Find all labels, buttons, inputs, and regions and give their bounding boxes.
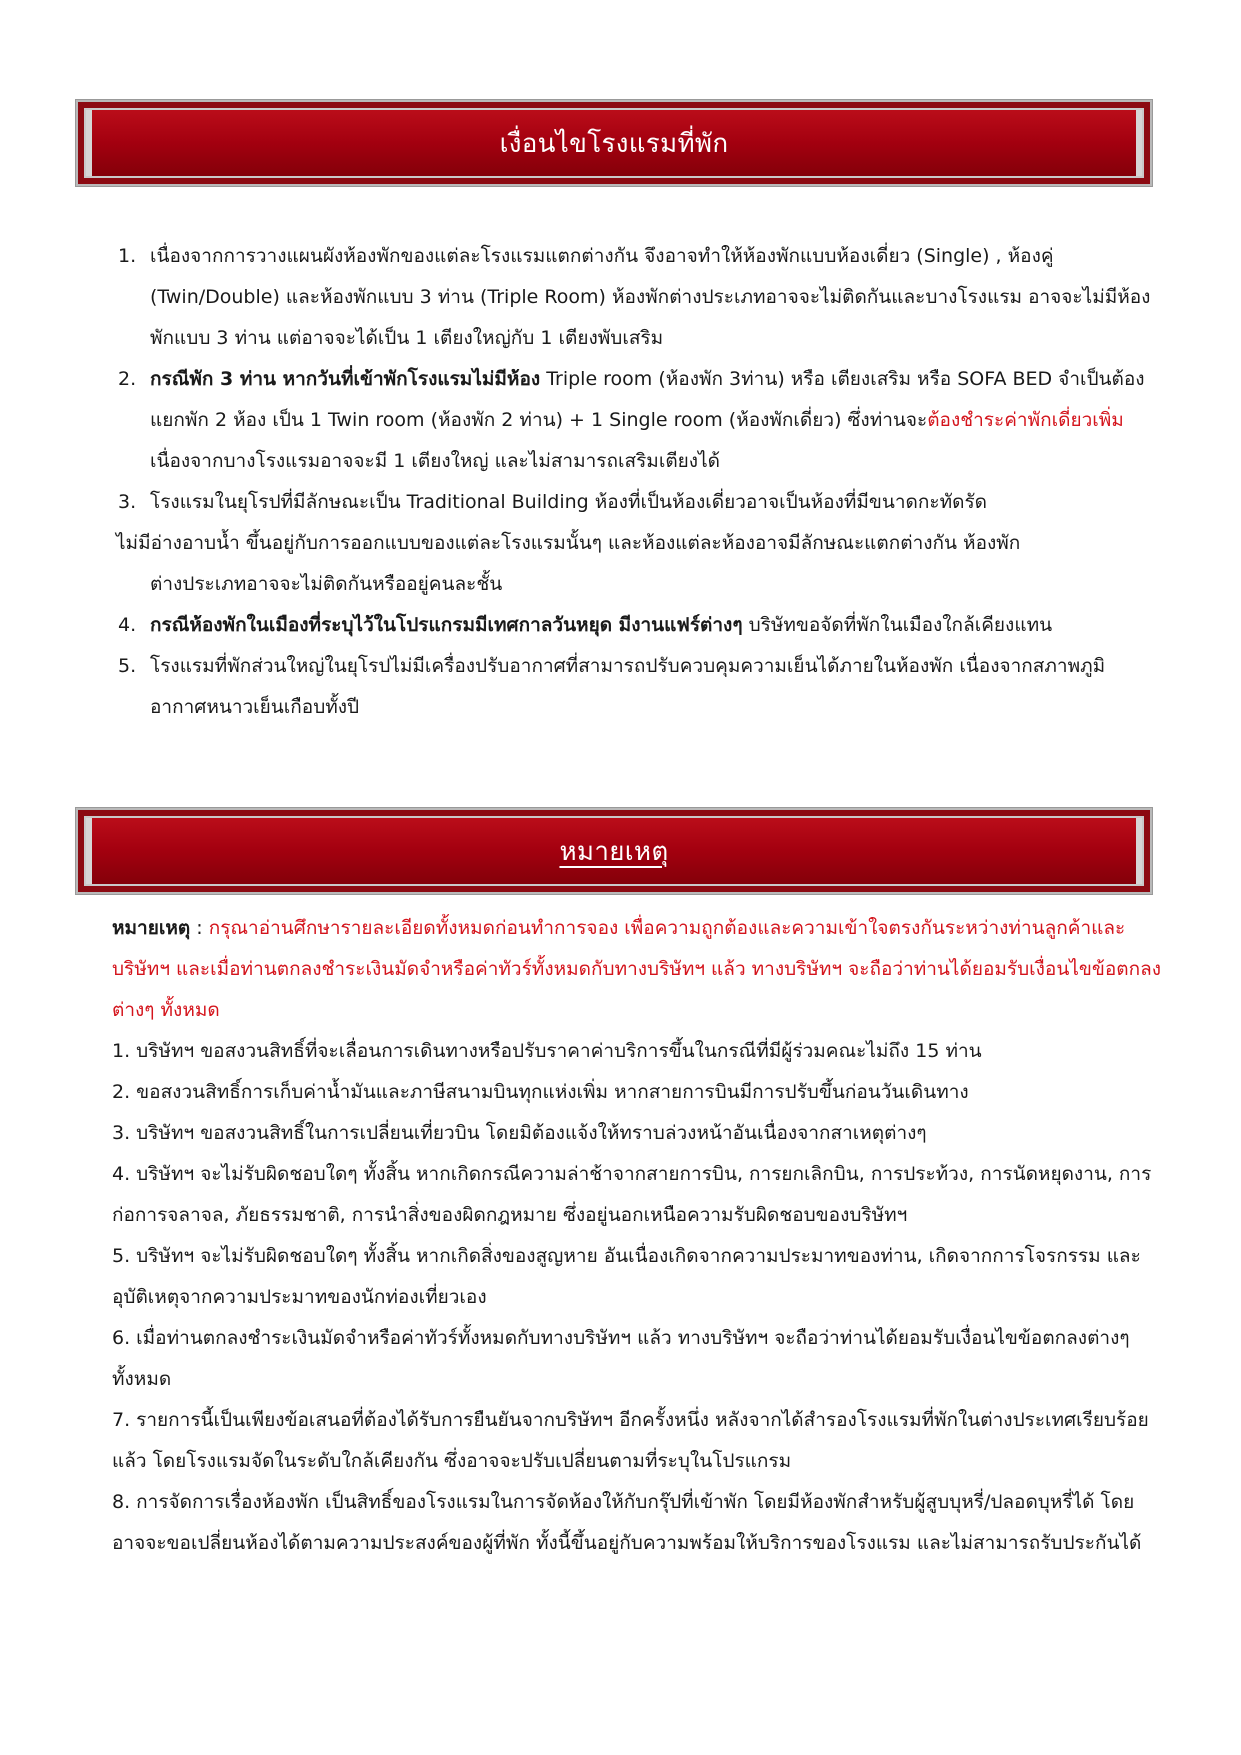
note-item-5: 5. บริษัทฯ จะไม่รับผิดชอบใดๆ ทั้งสิ้น หากเกิดสิ่งของสูญหาย อันเนื่องเกิดจากความประมาทของท่าน, เกิดจากการโจรกรรม และ อุบัติเหตุจากความประมาทของนักท่องเที่ยวเอง [112,1245,1141,1308]
condition-item-2: 2. กรณีพัก 3 ท่าน หากวันที่เข้าพักโรงแรมไม่มีห้อง Triple room (ห้องพัก 3ท่าน) หรือ เตียงเสริม หรือ SOFA BED จำเป็นต้องแยกพัก 2 ห้อง เป็น 1 Twin room (ห้องพัก 2 ท่าน) + 1 Single room (ห้องพักเดี่ยว) ซึ่งท่านจะต้องชำระค่าพักเดี่ยวเพิ่ม เนื่องจากบางโรงแรมอาจจะมี 1 เตียงใหญ่ และไม่สามารถเสริมเตียงได้ [118,368,1145,472]
notes-list [112,908,1166,1564]
condition-item-3-line3: ต่างประเภทอาจจะไม่ติดกันหรืออยู่คนละชั้น [150,573,503,595]
note-item-3: 3. บริษัทฯ ขอสงวนสิทธิ์ในการเปลี่ยนเที่ยวบิน โดยมิต้องแจ้งให้ทราบล่วงหน้าอันเนื่องจากสาเหตุต่างๆ [112,1122,927,1144]
note-item-6: 6. เมื่อท่านตกลงชำระเงินมัดจำหรือค่าทัวร์ทั้งหมดกับทางบริษัทฯ แล้ว ทางบริษัทฯ จะถือว่าท่านได้ยอมรับเงื่อนไขข้อตกลงต่างๆ ทั้งหมด [112,1327,1130,1390]
hotel-conditions-title: เงื่อนไขโรงแรมที่พัก [499,128,729,159]
hotel-conditions-list [118,236,1158,728]
condition-item-3: 3. โรงแรมในยุโรปที่มีลักษณะเป็น Traditional Building ห้องที่เป็นห้องเดี่ยวอาจเป็นห้องที่มีขนาดกะทัดรัด [118,491,987,513]
hotel-conditions-banner [76,100,1152,186]
notes-title: หมายเหตุ [559,836,669,867]
note-item-7: 7. รายการนี้เป็นเพียงข้อเสนอที่ต้องได้รับการยืนยันจากบริษัทฯ อีกครั้งหนึ่ง หลังจากได้สำรองโรงแรมที่พักในต่างประเทศเรียบร้อยแล้ว โดยโรงแรมจัดในระดับใกล้เคียงกัน ซึ่งอาจจะปรับเปลี่ยนตามที่ระบุในโปรแกรม [112,1409,1149,1472]
condition-item-4: 4. กรณีห้องพักในเมืองที่ระบุไว้ในโปรแกรมมีเทศกาลวันหยุด มีงานแฟร์ต่างๆ บริษัทขอจัดที่พักในเมืองใกล้เคียงแทน [118,614,1053,636]
notes-banner [76,808,1152,894]
note-item-4: 4. บริษัทฯ จะไม่รับผิดชอบใดๆ ทั้งสิ้น หากเกิดกรณีความล่าช้าจากสายการบิน, การยกเลิกบิน, การประท้วง, การนัดหยุดงาน, การก่อการจลาจล, ภัยธรรมชาติ, การนำสิ่งของผิดกฎหมาย ซึ่งอยู่นอกเหนือความรับผิดชอบของบริษัทฯ [112,1163,1152,1226]
note-item-8: 8. การจัดการเรื่องห้องพัก เป็นสิทธิ์ของโรงแรมในการจัดห้องให้กับกรุ๊ปที่เข้าพัก โดยมีห้องพักสำหรับผู้สูบบุหรี่/ปลอดบุหรี่ได้ โดยอาจจะขอเปลี่ยนห้องได้ตามความประสงค์ของผู้ที่พัก ทั้งนี้ขึ้นอยู่กับความพร้อมให้บริการของโรงแรม และไม่สามารถรับประกันได้ [112,1491,1142,1554]
note-item-2: 2. ขอสงวนสิทธิ์การเก็บค่าน้ำมันและภาษีสนามบินทุกแห่งเพิ่ม หากสายการบินมีการปรับขึ้นก่อนวันเดินทาง [112,1081,969,1103]
notes-intro: หมายเหตุ : กรุณาอ่านศึกษารายละเอียดทั้งหมดก่อนทำการจอง เพื่อความถูกต้องและความเข้าใจตรงกันระหว่างท่านลูกค้าและบริษัทฯ และเมื่อท่านตกลงชำระเงินมัดจำหรือค่าทัวร์ทั้งหมดกับทางบริษัทฯ แล้ว ทางบริษัทฯ จะถือว่าท่านได้ยอมรับเงื่อนไขข้อตกลงต่างๆ ทั้งหมด [112,917,1162,1021]
condition-item-5: 5. โรงแรมที่พักส่วนใหญ่ในยุโรปไม่มีเครื่องปรับอากาศที่สามารถปรับควบคุมความเย็นได้ภายในห้องพัก เนื่องจากสภาพภูมิอากาศหนาวเย็นเกือบทั้งปี [118,655,1106,718]
condition-item-1: 1. เนื่องจากการวางแผนผังห้องพักของแต่ละโรงแรมแตกต่างกัน จึงอาจทำให้ห้องพักแบบห้องเดี่ยว (Single) , ห้องคู่ (Twin/Double) และห้องพักแบบ 3 ท่าน (Triple Room) ห้องพักต่างประเภทอาจจะไม่ติดกันและบางโรงแรม อาจจะไม่มีห้องพักแบบ 3 ท่าน แต่อาจจะได้เป็น 1 เตียงใหญ่กับ 1 เตียงพับเสริม [118,245,1151,349]
note-item-1: 1. บริษัทฯ ขอสงวนสิทธิ์ที่จะเลื่อนการเดินทางหรือปรับราคาค่าบริการขึ้นในกรณีที่มีผู้ร่วมคณะไม่ถึง 15 ท่าน [112,1040,982,1062]
condition-item-3-line2: ไม่มีอ่างอาบน้ำ ขึ้นอยู่กับการออกแบบของแต่ละโรงแรมนั้นๆ และห้องแต่ละห้องอาจมีลักษณะแตกต่างกัน ห้องพัก [116,532,1021,554]
